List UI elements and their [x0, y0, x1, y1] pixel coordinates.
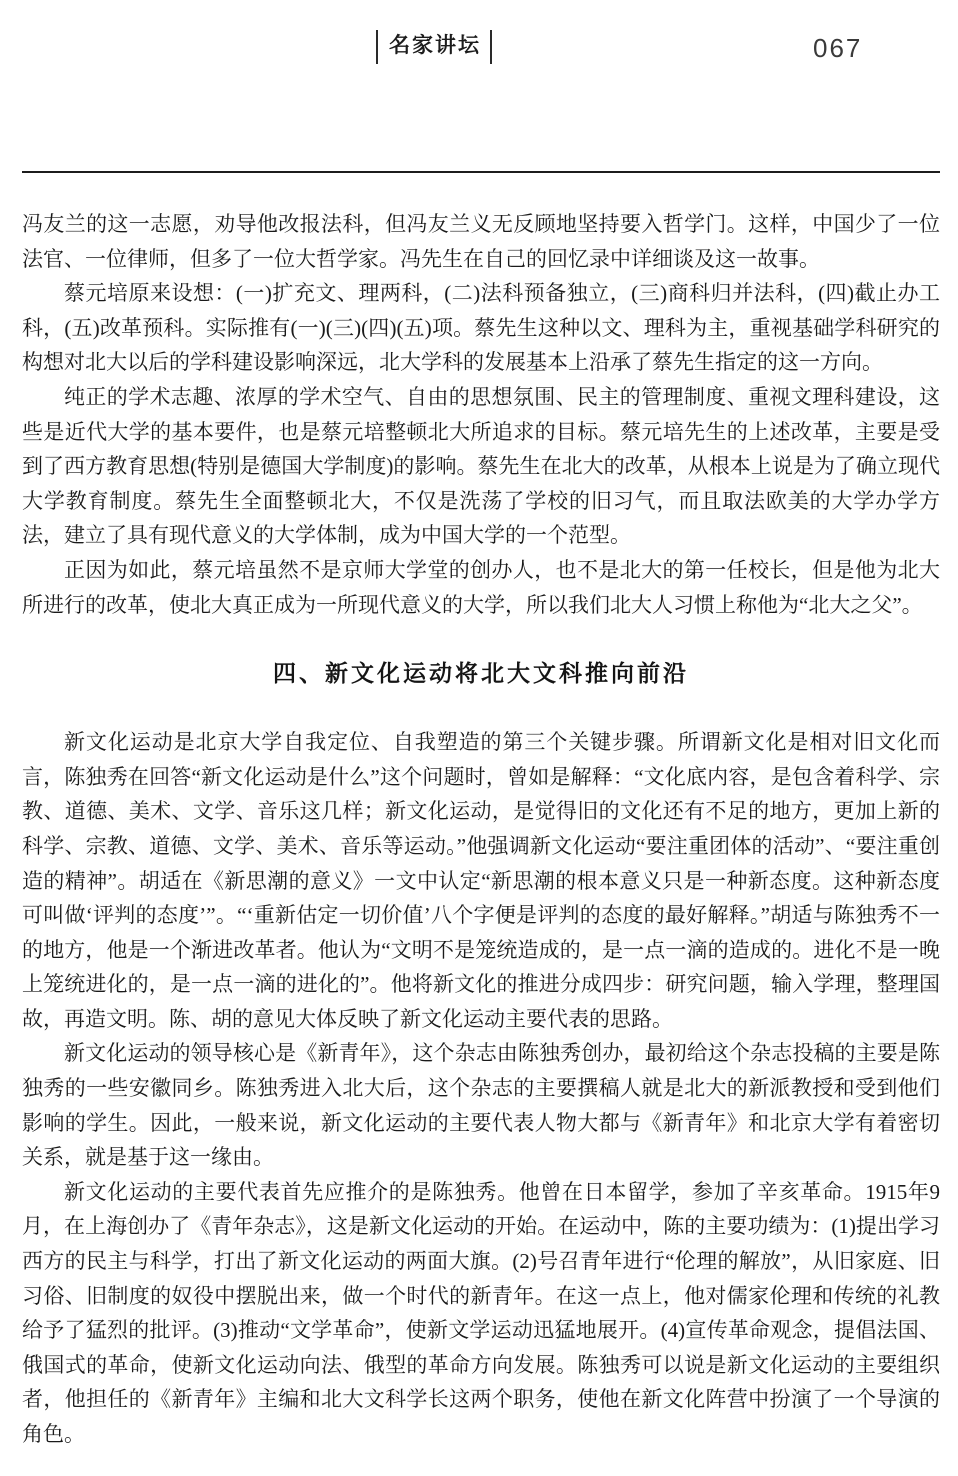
- paragraph: 蔡元培原来设想：(一)扩充文、理两科，(二)法科预备独立，(三)商科归并法科，(四)截止办工科，(五)改革预科。实际推有(一)(三)(四)(五)项。蔡先生这种以文、理科为主，重视基础学科研究的构想对北大以后的学科建设影响深远，北大学科的发展基本上沿承了蔡先生指定的这一方向。: [22, 281, 940, 375]
- article-body: [22, 207, 940, 1452]
- column-title-text: 名家讲坛: [376, 30, 492, 64]
- section-heading: 四、新文化运动将北大文科推向前沿: [273, 660, 689, 687]
- paragraph: 新文化运动的领导核心是《新青年》，这个杂志由陈独秀创办，最初给这个杂志投稿的主要是陈独秀的一些安徽同乡。陈独秀进入北大后，这个杂志的主要撰稿人就是北大的新派教授和受到他们影响的学生。因此，一般来说，新文化运动的主要代表人物大都与《新青年》和北京大学有着密切关系，就是基于这一缘由。: [22, 1041, 940, 1170]
- paragraph-continuation: 冯友兰的这一志愿，劝导他改报法科，但冯友兰义无反顾地坚持要入哲学门。这样，中国少了一位法官、一位律师，但多了一位大哲学家。冯先生在自己的回忆录中详细谈及这一故事。: [22, 212, 940, 271]
- header-divider: [22, 171, 940, 173]
- paragraph: 正因为如此，蔡元培虽然不是京师大学堂的创办人，也不是北大的第一任校长，但是他为北大所进行的改革，使北大真正成为一所现代意义的大学，所以我们北大人习惯上称他为“北大之父”。: [22, 557, 940, 617]
- paragraph: 纯正的学术志趣、浓厚的学术空气、自由的思想氛围、民主的管理制度、重视文理科建设，这些是近代大学的基本要件，也是蔡元培整顿北大所追求的目标。蔡元培先生的上述改革，主要是受到了西方教育思想(特别是德国大学制度)的影响。蔡先生在北大的改革，从根本上说是为了确立现代大学教育制度。蔡先生全面整顿北大，不仅是洗荡了学校的旧习气，而且取法欧美的大学办学方法，建立了具有现代意义的大学体制，成为中国大学的一个范型。: [22, 384, 940, 548]
- paragraph: 新文化运动是北京大学自我定位、自我塑造的第三个关键步骤。所谓新文化是相对旧文化而言，陈独秀在回答“新文化运动是什么”这个问题时，曾如是解释：“文化底内容，是包含着科学、宗教、道德、美术、文学、音乐这几样；新文化运动，是觉得旧的文化还有不足的地方，更加上新的科学、宗教、道德、文学、美术、音乐等运动。”他强调新文化运动“要注重团体的活动”、“要注重创造的精神”。胡适在《新思潮的意义》一文中认定“新思潮的根本意义只是一种新态度。这种新态度可叫做‘评判的态度’”。“‘重新估定一切价值’八个字便是评判的态度的最好解释。”胡适与陈独秀不一的地方，他是一个渐进改革者。他认为“文明不是笼统造成的，是一点一滴的造成的。进化不是一晚上笼统进化的，是一点一滴的进化的”。他将新文化的推进分成四步：研究问题，输入学理，整理国故，再造文明。陈、胡的意见大体反映了新文化运动主要代表的思路。: [22, 730, 940, 1031]
- column-title: [376, 30, 492, 64]
- page-number: 067: [813, 33, 863, 63]
- paragraph: 新文化运动的主要代表首先应推介的是陈独秀。他曾在日本留学，参加了辛亥革命。1915年9月，在上海创办了《青年杂志》，这是新文化运动的开始。在运动中，陈的主要功绩为：(1)提出学习西方的民主与科学，打出了新文化运动的两面大旗。(2)号召青年进行“伦理的解放”，从旧家庭、旧习俗、旧制度的奴役中摆脱出来，做一个时代的新青年。在这一点上，他对儒家伦理和传统的礼教给予了猛烈的批评。(3)推动“文学革命”，使新文学运动迅猛地展开。(4)宣传革命观念，提倡法国、俄国式的革命，使新文化运动向法、俄型的革命方向发展。陈独秀可以说是新文化运动的主要组织者，他担任的《新青年》主编和北大文科学长这两个职务，使他在新文化阵营中扮演了一个导演的角色。: [22, 1179, 940, 1446]
